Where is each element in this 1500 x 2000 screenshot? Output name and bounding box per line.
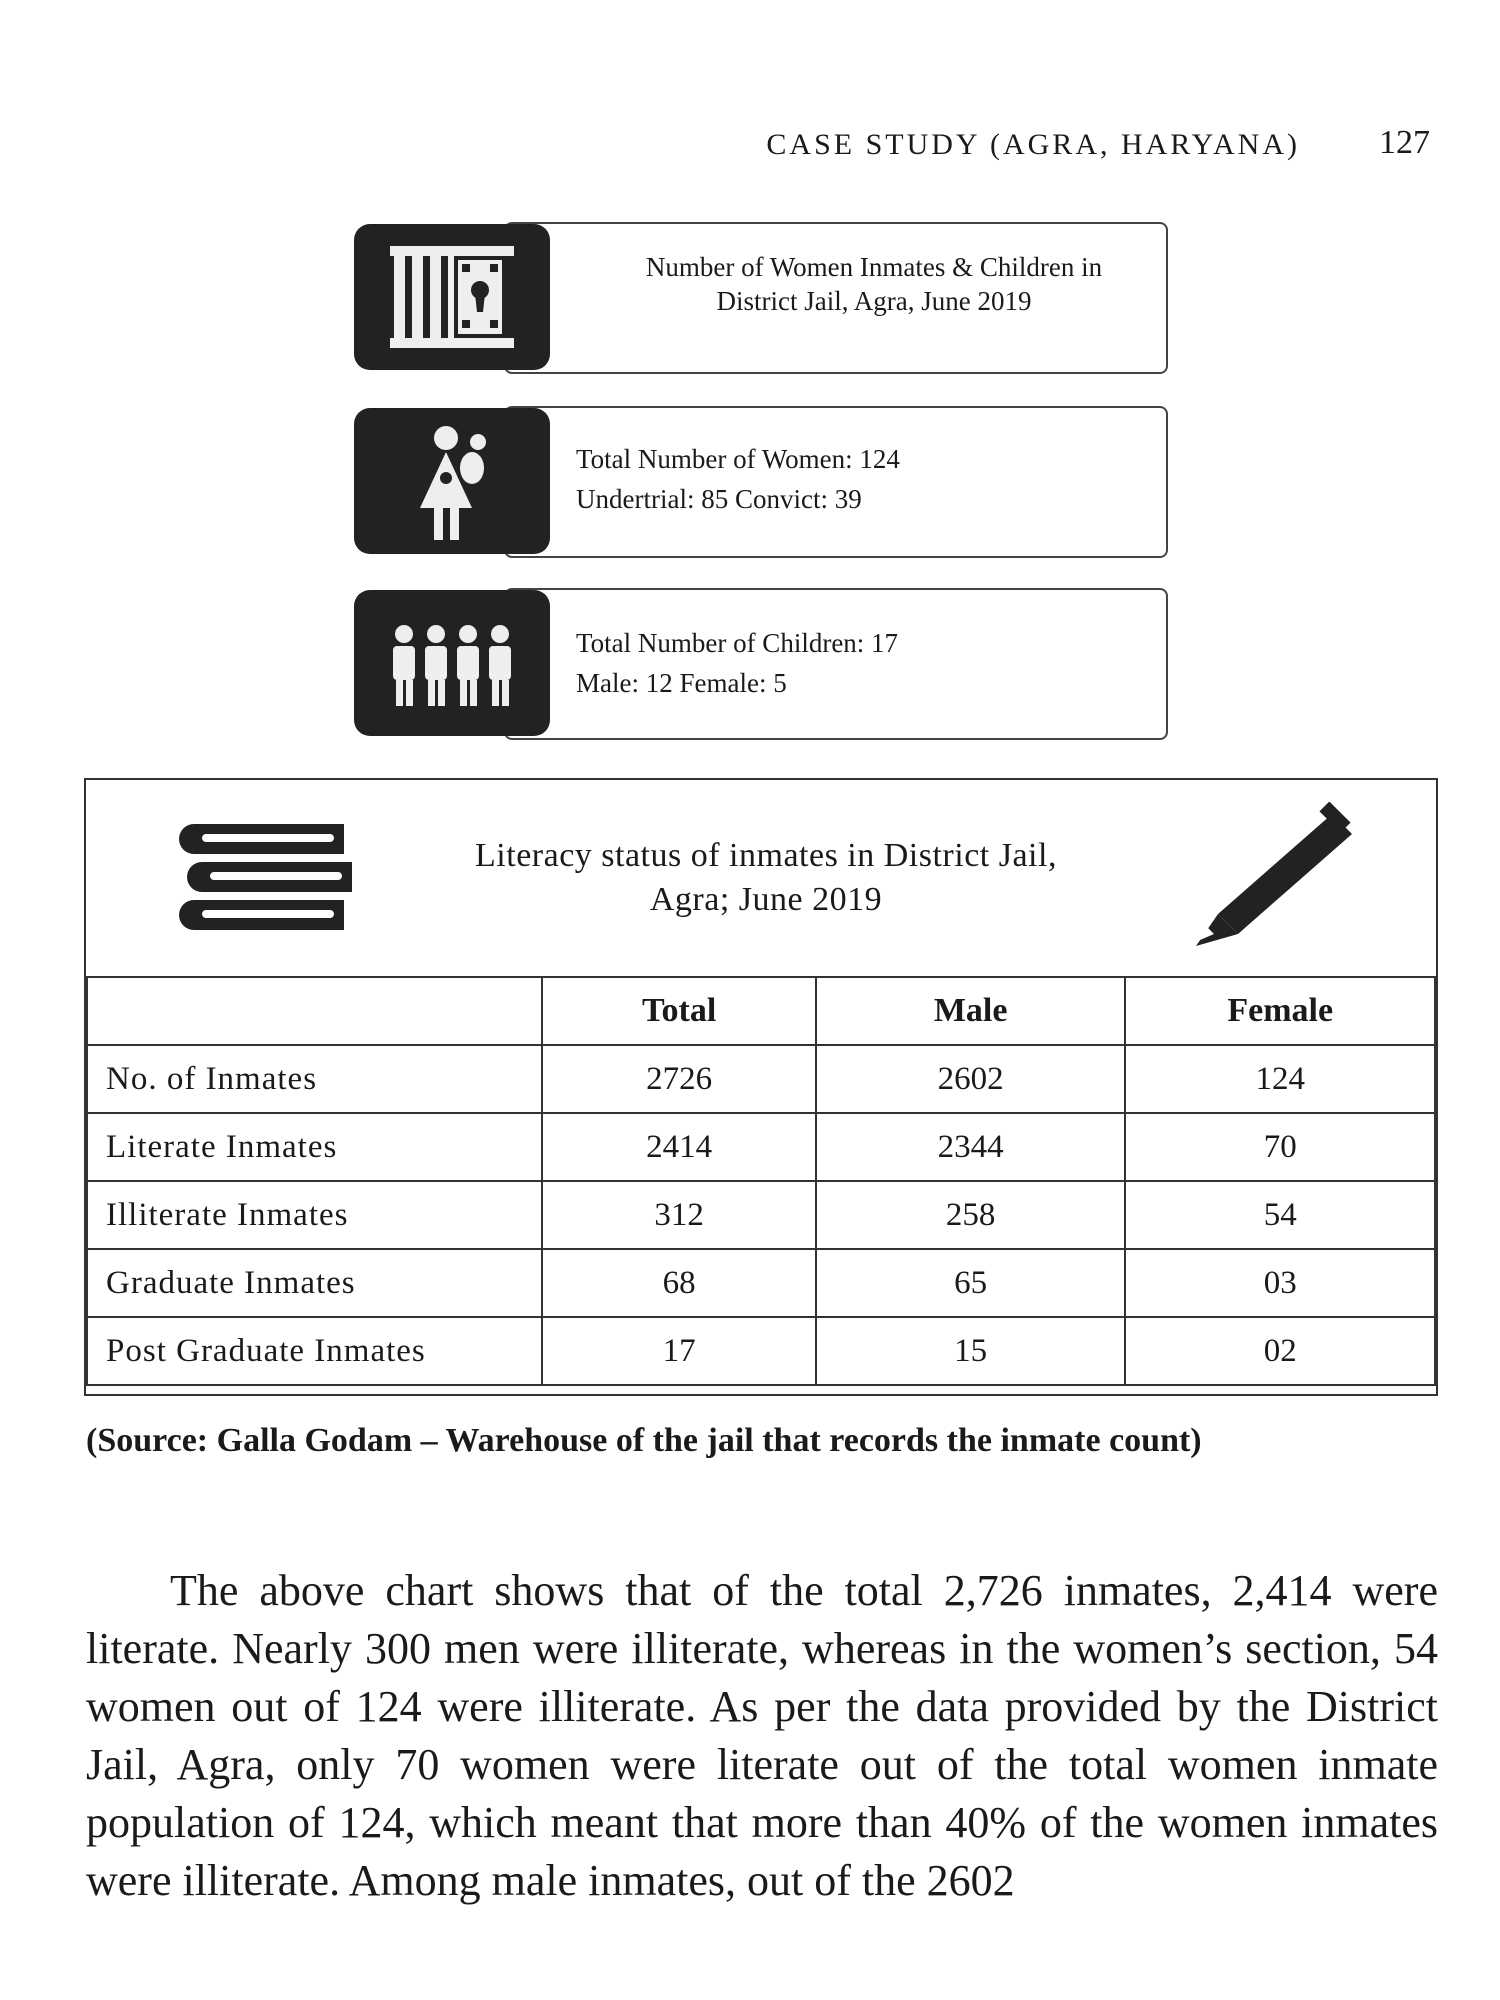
jail-bars-icon [354, 224, 550, 370]
literacy-table-section [84, 778, 1438, 1396]
info-box-jail-title: Number of Women Inmates & Children in District Jail, Agra, June 2019 [645, 252, 1103, 316]
cell-male: 2602 [816, 1045, 1126, 1113]
row-label: Literate Inmates [87, 1113, 542, 1181]
info-box-children-frame [504, 588, 1168, 740]
cell-female: 02 [1125, 1317, 1435, 1385]
source-note: (Source: Galla Godam – Warehouse of the jail that records the inmate count) [86, 1422, 1202, 1459]
mother-child-icon [354, 408, 550, 554]
literacy-title [386, 834, 1146, 922]
literacy-table [86, 976, 1436, 1386]
literacy-header [86, 780, 1436, 978]
books-icon [166, 810, 366, 945]
info-box-jail-frame [504, 222, 1168, 374]
table-header-row [87, 977, 1435, 1045]
column-header-female: Female [1125, 977, 1435, 1045]
literacy-title-line2: Agra; June 2019 [649, 881, 883, 918]
column-header-total: Total [542, 977, 816, 1045]
table-row [87, 1045, 1435, 1113]
cell-total: 312 [542, 1181, 816, 1249]
children-total-text: Total Number of Children: 17 [576, 628, 899, 658]
column-header [87, 977, 542, 1045]
cell-male: 65 [816, 1249, 1126, 1317]
row-label: No. of Inmates [87, 1045, 542, 1113]
women-total-text: Total Number of Women: 124 [576, 444, 900, 474]
page-number: 127 [1379, 124, 1430, 161]
cell-female: 70 [1125, 1113, 1435, 1181]
cell-female: 124 [1125, 1045, 1435, 1113]
info-box-women-frame [504, 406, 1168, 558]
literacy-title-line1: Literacy status of inmates in District Jail, [475, 837, 1057, 874]
cell-total: 68 [542, 1249, 816, 1317]
running-header-title: CASE STUDY (AGRA, HARYANA) [766, 128, 1300, 161]
info-box-women [354, 406, 1166, 558]
row-label: Post Graduate Inmates [87, 1317, 542, 1385]
info-box-jail [354, 222, 1166, 374]
cell-female: 54 [1125, 1181, 1435, 1249]
women-status-text: Undertrial: 85 Convict: 39 [576, 484, 862, 514]
cell-male: 2344 [816, 1113, 1126, 1181]
pencil-icon [1186, 802, 1366, 957]
table-row [87, 1113, 1435, 1181]
cell-total: 2414 [542, 1113, 816, 1181]
cell-male: 15 [816, 1317, 1126, 1385]
cell-female: 03 [1125, 1249, 1435, 1317]
children-group-icon [354, 590, 550, 736]
cell-male: 258 [816, 1181, 1126, 1249]
body-paragraph: The above chart shows that of the total 2,726 inmates, 2,414 were literate. Nearly 300 men were illiterate, whereas in the women’s section, 54 women out of 124 were illiterate. As per the data provided by the District Jail, Agra, only 70 women were literate out of the total women inmate population of 124, which meant that more than 40% of the women inmates were illiterate. Among male inmates, out of the 2602 [86, 1566, 1438, 1905]
row-label: Graduate Inmates [87, 1249, 542, 1317]
table-row [87, 1181, 1435, 1249]
table-row [87, 1317, 1435, 1385]
children-gender-text: Male: 12 Female: 5 [576, 668, 787, 698]
column-header-male: Male [816, 977, 1126, 1045]
info-box-children [354, 588, 1166, 740]
cell-total: 2726 [542, 1045, 816, 1113]
table-row [87, 1249, 1435, 1317]
cell-total: 17 [542, 1317, 816, 1385]
row-label: Illiterate Inmates [87, 1181, 542, 1249]
